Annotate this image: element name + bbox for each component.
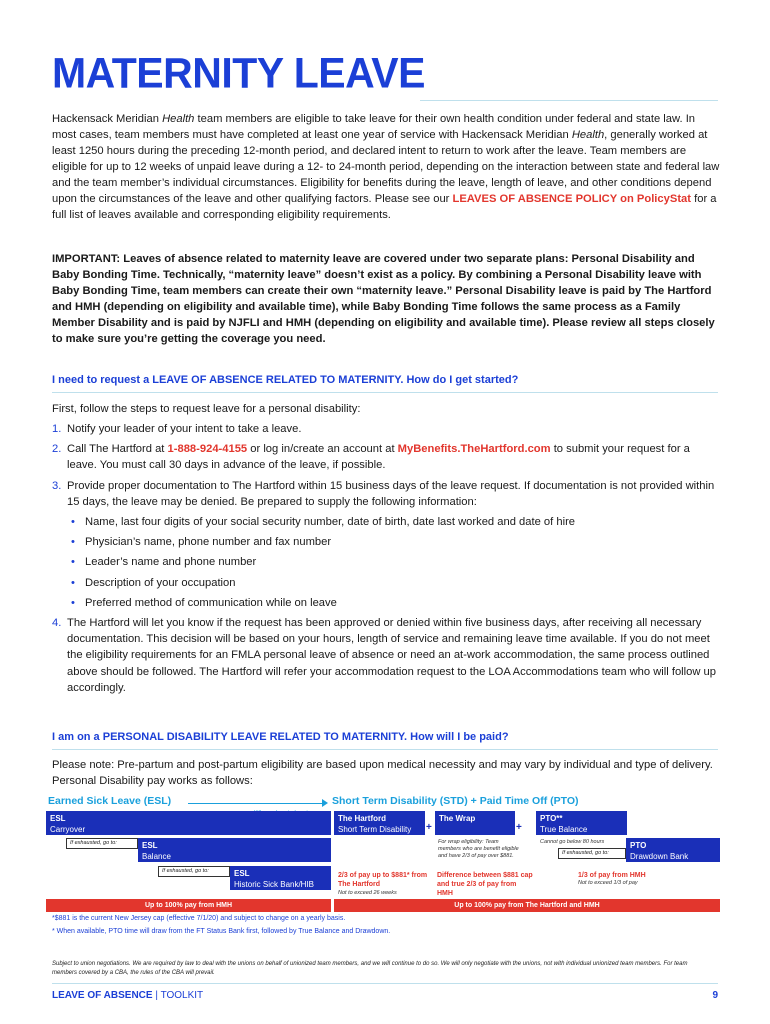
footer-divider <box>52 983 718 984</box>
footer-title <box>52 990 203 1001</box>
intro-health-2: Health <box>571 129 605 141</box>
intro-text-2: team members are eligible to take leave for their own health condition under federal and state law. In most cases, team members must have completed at least one year of service with Hackensack Meridian <box>52 113 696 141</box>
list-item-text: Description of your occupation <box>85 576 236 589</box>
step-4 <box>52 615 722 696</box>
list-item-text: Physician’s name, phone number and fax number <box>85 536 332 549</box>
hartford-phone-link[interactable]: 1-888-924-4155 <box>167 443 248 456</box>
step-text: to submit your request for a leave. You must call 30 days in advance of the leave, if possible. <box>67 443 690 472</box>
box-title: PTO** <box>540 814 563 823</box>
plus-icon: + <box>426 822 432 833</box>
intro-text-3: , generally worked at least 1250 hours during the preceding 12-month period, and declared intent to return to work after the leave. Team members are eligible for up to 12 weeks of unpaid leave during a 12- to 24-month period, depending on the interaction between state and federal law and the team member’s individual circumstances. Eligibility for benefits during the leave, length of leave, and other conditions depend upon the circumstances of the leave and other qualifying factors. Please see our <box>52 129 720 205</box>
footnote-pto: * When available, PTO time will draw from the FT Status Bank first, followed by True Balance and Drawdown. <box>52 928 391 935</box>
bullet-icon: • <box>71 596 75 609</box>
bullet-icon: • <box>71 516 75 529</box>
bullet-icon: • <box>71 556 75 569</box>
box-title: The Wrap <box>439 814 476 823</box>
pto-true-balance-box <box>536 811 627 835</box>
pto-limit-note: Not to exceed 1/3 of pay <box>578 880 638 886</box>
list-item <box>67 595 722 611</box>
step-text: Call The Hartford at <box>67 443 168 456</box>
step-number: 3. <box>52 479 62 492</box>
hartford-site-link[interactable]: MyBenefits.TheHartford.com <box>397 443 551 456</box>
section-divider-2 <box>52 749 718 750</box>
wrap-box <box>435 811 515 835</box>
bullet-icon: • <box>71 576 75 589</box>
steps-lead: First, follow the steps to request leave for a personal disability: <box>52 403 361 415</box>
footer-title-bold: LEAVE OF ABSENCE <box>52 990 153 1001</box>
pto-pay-text: 1/3 of pay from HMH <box>578 872 646 879</box>
documentation-list <box>67 514 722 611</box>
esl-arrow-line <box>188 803 322 804</box>
policy-link[interactable]: LEAVES OF ABSENCE POLICY on PolicyStat <box>452 193 691 205</box>
pay-lead: Please note: Pre-partum and post-partum eligibility are based upon medical necessity and may vary by individual and type of delivery. Personal Disability pay works as follows: <box>52 759 713 787</box>
page-title: MATERNITY LEAVE <box>52 48 425 98</box>
hartford-pay-text: 2/3 of pay up to $881* from The Hartford <box>338 872 428 888</box>
list-item <box>67 534 722 550</box>
esl-balance-box <box>138 838 331 862</box>
footer-separator: | <box>152 990 161 1001</box>
section-heading-pay: I am on a PERSONAL DISABILITY LEAVE RELATED TO MATERNITY. How will I be paid? <box>52 731 509 743</box>
section-divider-1 <box>52 392 718 393</box>
if-exhausted-note-3: If exhausted, go to: <box>558 848 626 859</box>
esl-historic-box <box>230 866 331 890</box>
box-title: ESL <box>50 814 66 823</box>
box-subtitle: True Balance <box>540 825 588 834</box>
intro-text-1: Hackensack Meridian <box>52 113 163 125</box>
page-number: 9 <box>712 990 718 1001</box>
step-3 <box>52 478 722 611</box>
pto-drawdown-box <box>626 838 720 862</box>
step-number: 4. <box>52 617 62 630</box>
footnote-cap: *$881 is the current New Jersey cap (effective 7/1/20) and subject to change on a yearly basis. <box>52 915 346 922</box>
box-title: The Hartford <box>338 814 386 823</box>
box-subtitle: Historic Sick Bank/HIB <box>234 880 315 889</box>
wrap-eligibility-note: For wrap eligibility: Team members who are benefit eligible and have 2/3 of pay over $881. <box>438 839 519 859</box>
hartford-std-box <box>334 811 425 835</box>
list-item <box>67 514 722 530</box>
list-item-text: Preferred method of communication while on leave <box>85 596 337 609</box>
section-heading-request: I need to request a LEAVE OF ABSENCE RELATED TO MATERNITY. How do I get started? <box>52 374 519 386</box>
if-exhausted-note-2: If exhausted, go to: <box>158 866 230 877</box>
footer-title-rest: TOOLKIT <box>160 990 204 1001</box>
list-item <box>67 575 722 591</box>
step-2 <box>52 441 722 473</box>
list-item <box>67 554 722 570</box>
step-text: Notify your leader of your intent to take a leave. <box>67 423 302 435</box>
esl-carryover-box <box>46 811 331 835</box>
box-subtitle: Short Term Disability <box>338 825 412 834</box>
step-text: The Hartford will let you know if the request has been approved or denied within five business days, after receiving all necessary documentation. This decision will be based on your hours, length of service and remaining leave time available. If you do not meet the eligibility requirements for an FMLA personal leave of absence or need an at-work accommodation, the same process outlined above should be followed. The Hartford will refer your accommodation request to the LOA Accommodations team who will follow up accordingly. <box>67 617 716 694</box>
step-1 <box>52 421 722 437</box>
title-divider <box>420 100 718 101</box>
list-item-text: Leader’s name and phone number <box>85 556 257 569</box>
std-pto-label: Short Term Disability (STD) + Paid Time Off (PTO) <box>332 795 579 807</box>
box-subtitle: Carryover <box>50 825 86 834</box>
box-title: PTO <box>630 841 647 850</box>
union-disclaimer: Subject to union negotiations. We are required by law to deal with the unions on behalf of unionized team members, and we will continue to do so. We will only negotiate with the unions, not with individual unionized team members. For team members covered by a CBA, the rules of the CBA will prevail. <box>52 961 688 976</box>
box-subtitle: Drawdown Bank <box>630 852 689 861</box>
bullet-icon: • <box>71 536 75 549</box>
step-number: 1. <box>52 423 62 435</box>
if-exhausted-note-1: If exhausted, go to: <box>66 838 138 849</box>
step-text: or log in/create an account at <box>247 443 398 456</box>
intro-paragraph <box>52 111 722 223</box>
esl-arrow-head-icon <box>322 799 328 807</box>
box-title: ESL <box>234 869 250 878</box>
esl-label: Earned Sick Leave (ESL) <box>48 795 172 807</box>
hartford-hmh-pay-bar: Up to 100% pay from The Hartford and HMH <box>334 899 720 912</box>
hmh-pay-bar: Up to 100% pay from HMH <box>46 899 331 912</box>
step-number: 2. <box>52 443 62 456</box>
cannot-go-below-note: Cannot go below 80 hours <box>540 839 605 845</box>
intro-health-1: Health <box>162 113 195 125</box>
box-subtitle: Balance <box>142 852 171 861</box>
hartford-limit-note: Not to exceed 26 weeks <box>338 890 397 896</box>
list-item-text: Name, last four digits of your social security number, date of birth, date last worked and date of hire <box>85 516 576 529</box>
important-note: IMPORTANT: Leaves of absence related to maternity leave are covered under two separate plans: Personal Disability and Baby Bonding Time. Technically, “maternity leave” doesn’t exist as a policy. By combining a Personal Disability leave with Baby Bonding Time, team members can create their own “maternity leave.” Personal Disability leave is paid by The Hartford and HMH (depending on eligibility and available time), while Baby Bonding Time follows the same process as a Family Member Disability and is paid by NJFLI and HMH (depending on eligibility and available time). Please review all steps closely to make sure you’re getting the coverage you need. <box>52 253 715 345</box>
plus-icon: + <box>516 822 522 833</box>
box-title: ESL <box>142 841 158 850</box>
intro-text-4: for a full list of leaves available and corresponding eligibility requirements. <box>52 193 717 221</box>
steps-list <box>52 421 722 700</box>
step-text: Provide proper documentation to The Hartford within 15 business days of the leave request. If documentation is not provided within 15 days, the leave may be denied. Be prepared to supply the following information: <box>67 479 715 508</box>
wrap-pay-text: Difference between $881 cap and true 2/3 of pay from HMH <box>437 872 533 897</box>
